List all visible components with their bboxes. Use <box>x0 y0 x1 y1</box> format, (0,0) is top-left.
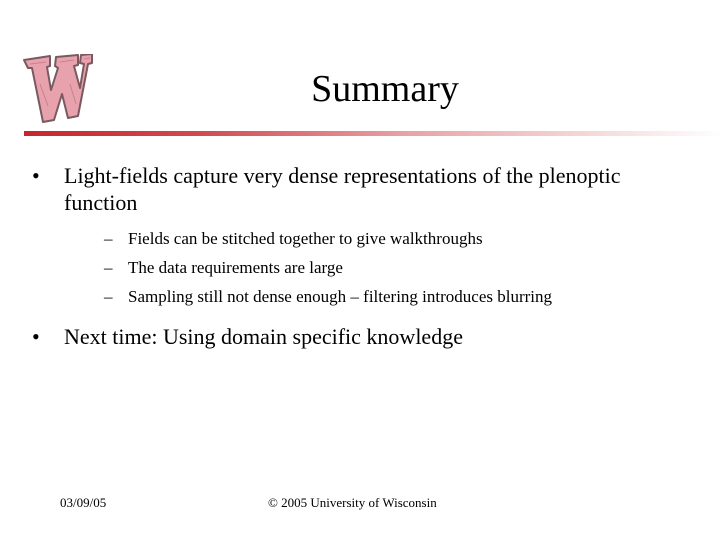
bullet-text: Light-fields capture very dense representations of the plenoptic function <box>64 163 621 215</box>
bullet-item <box>32 162 692 311</box>
bullet-text: Next time: Using domain specific knowledge <box>64 324 463 349</box>
bullet-item <box>32 323 692 350</box>
footer-copyright: © 2005 University of Wisconsin <box>268 495 437 510</box>
sub-bullet-list <box>64 224 692 311</box>
wisconsin-w-logo-icon <box>20 54 94 124</box>
sub-bullet-text: Sampling still not dense enough – filtering introduces blurring <box>128 287 552 306</box>
sub-bullet-item <box>64 253 692 282</box>
sub-bullet-dash: – <box>104 287 113 306</box>
bullet-list <box>32 162 692 350</box>
sub-bullet-dash: – <box>104 258 113 277</box>
footer-date: 03/09/05 <box>60 495 107 510</box>
title-underline <box>24 131 720 136</box>
bullet-dot: • <box>32 163 40 188</box>
sub-bullet-item <box>64 224 692 253</box>
slide-title: Summary <box>311 68 459 110</box>
bullet-dot: • <box>32 324 40 349</box>
sub-bullet-item <box>64 282 692 311</box>
sub-bullet-dash: – <box>104 229 113 248</box>
sub-bullet-text: Fields can be stitched together to give walkthroughs <box>128 229 483 248</box>
sub-bullet-text: The data requirements are large <box>128 258 343 277</box>
